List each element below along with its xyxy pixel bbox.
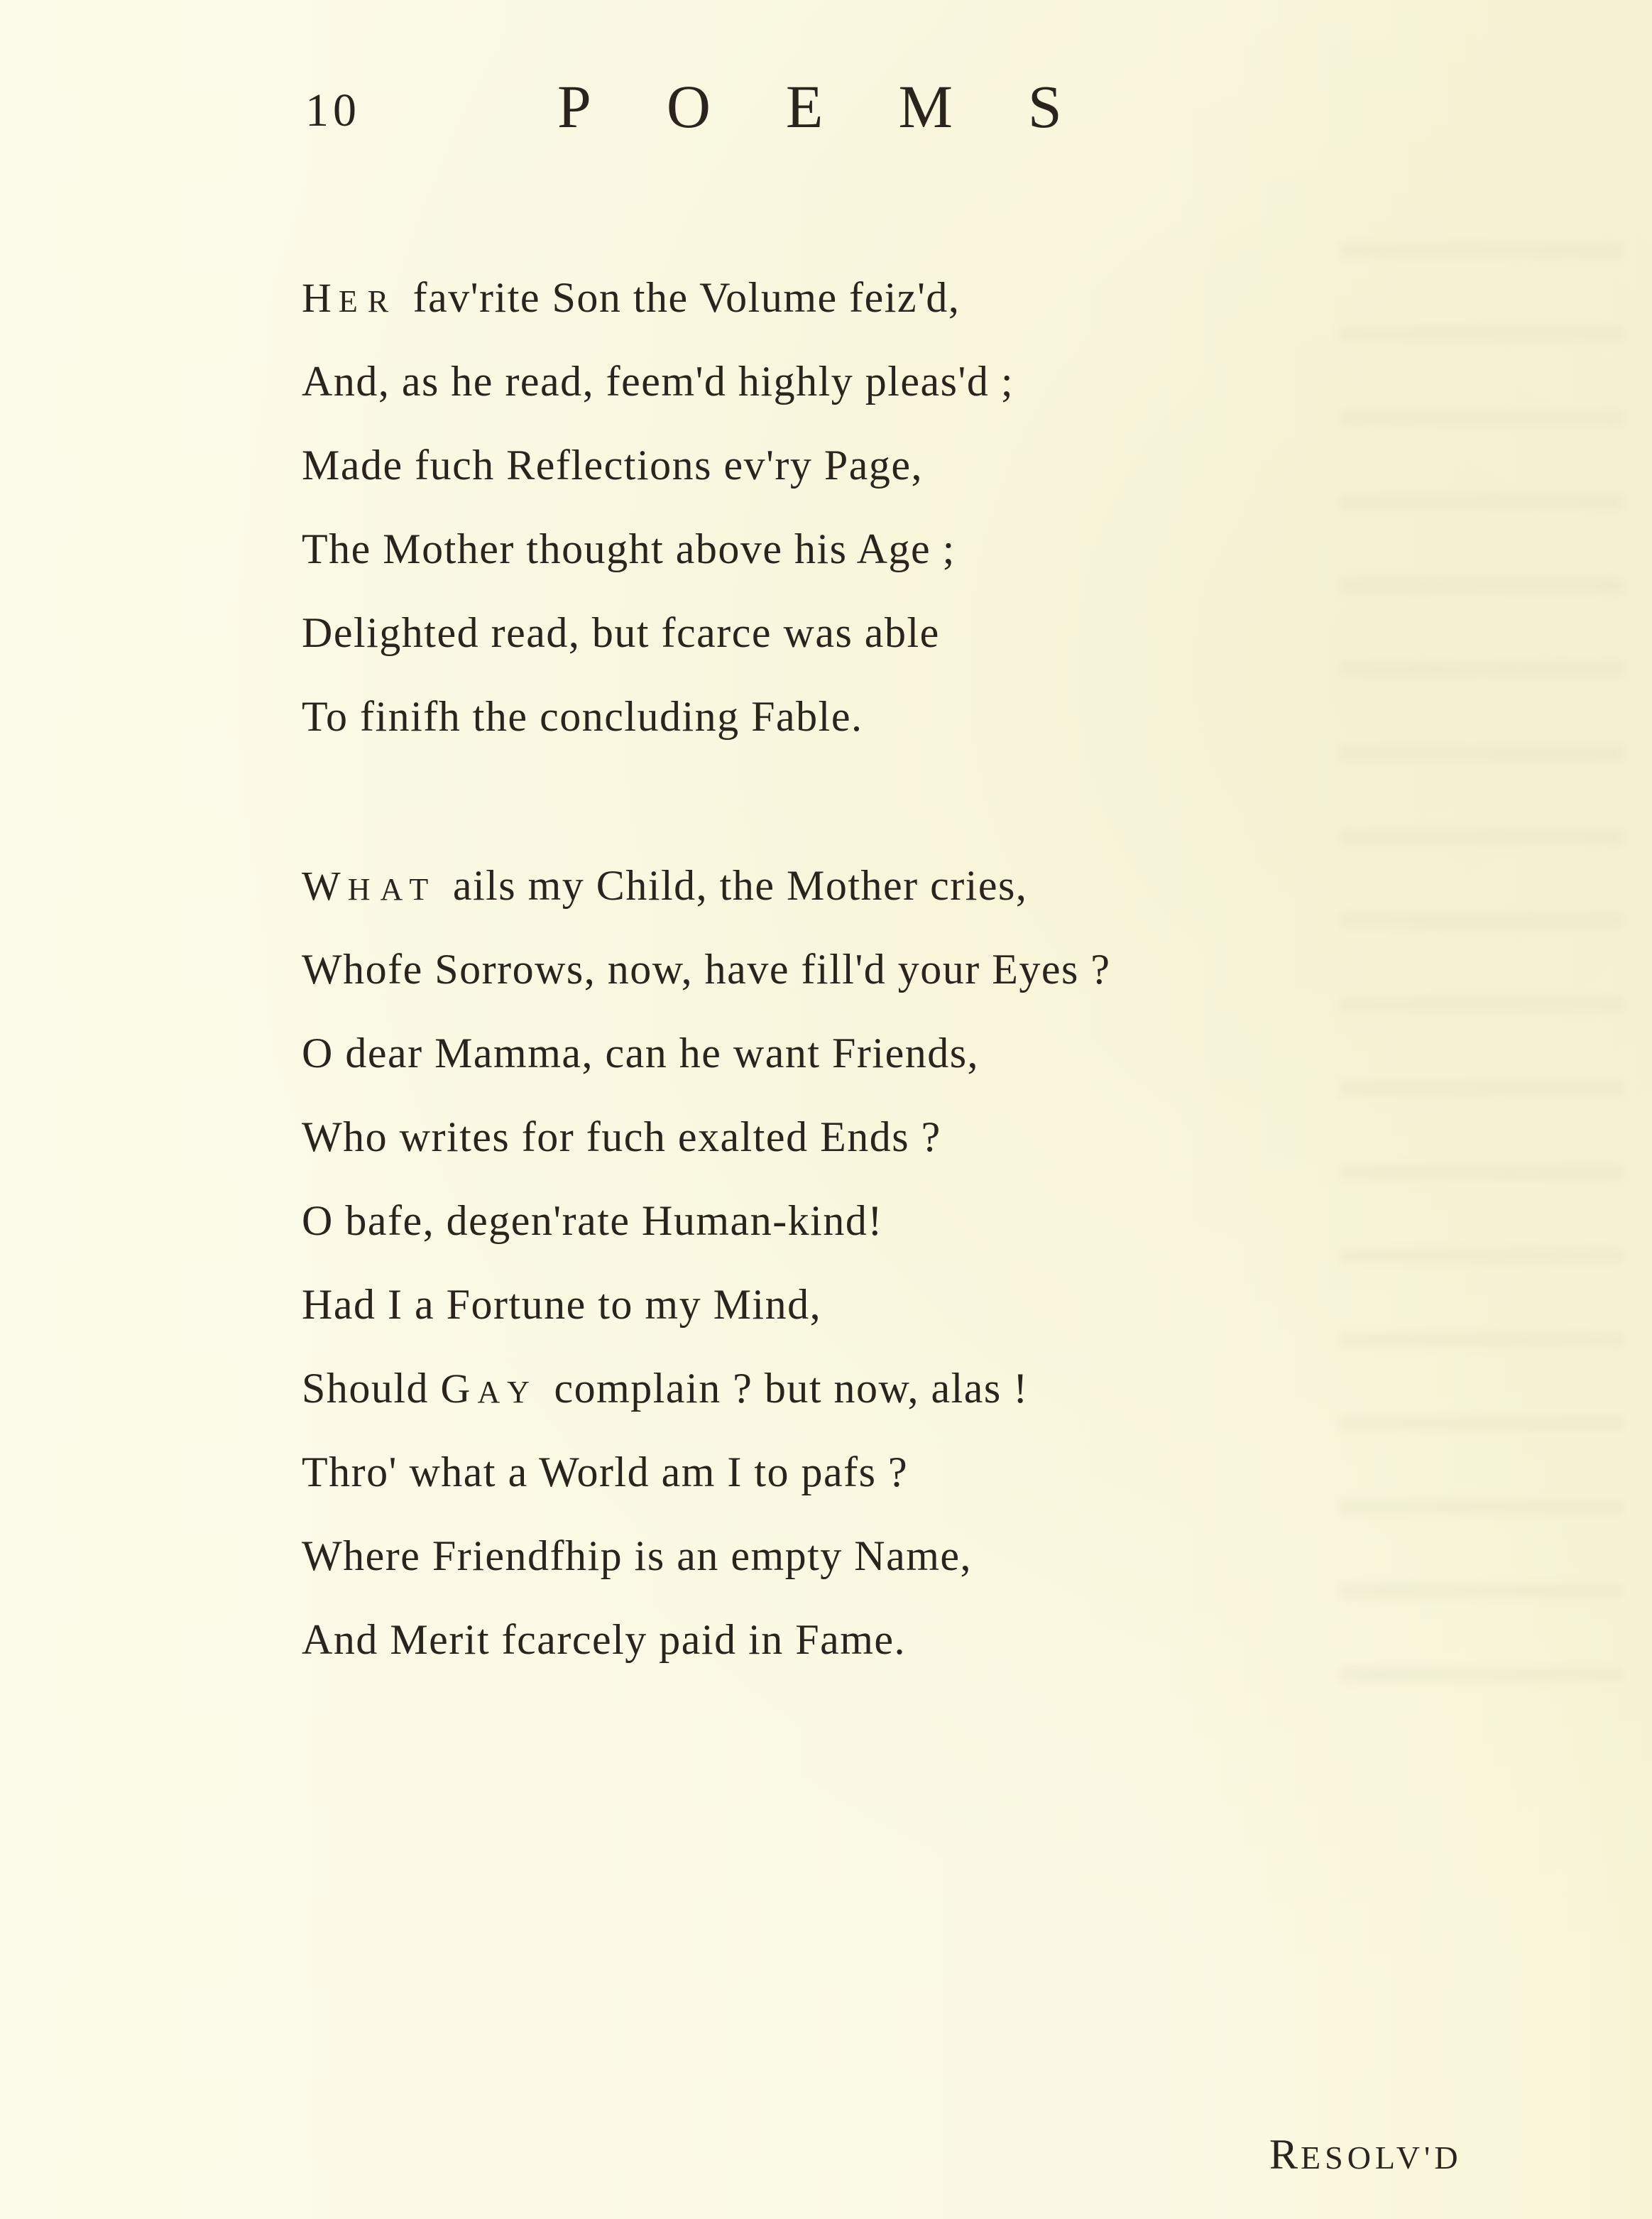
verse-line: Thro' what a World am I to pafs ? — [302, 1449, 909, 1495]
verse-text: fav'rite Son the Volume feiz'd, — [401, 274, 961, 321]
verse-line — [302, 844, 1281, 927]
verse-line: To finifh the concluding Fable. — [302, 693, 863, 740]
verse-text: ails my Child, the Mother cries, — [441, 862, 1028, 909]
bleed-through-texture — [1340, 178, 1624, 1740]
running-head — [305, 71, 1214, 149]
catchword: RESOLV'D — [1269, 2131, 1462, 2178]
poem-body — [302, 256, 1281, 1767]
verse-line: The Mother thought above his Age ; — [302, 525, 956, 572]
stanza-1 — [302, 256, 1281, 758]
verse-line: Made fuch Reflections ev'ry Page, — [302, 442, 924, 489]
verse-line: Delighted read, but fcarce was able — [302, 609, 940, 656]
running-title: POEMS — [557, 72, 1137, 141]
verse-line: And, as he read, feem'd highly pleas'd ; — [302, 358, 1014, 405]
verse-text: complain ? but now, alas ! — [542, 1365, 1029, 1412]
verse-line: O bafe, degen'rate Human-kind! — [302, 1197, 883, 1244]
page-number: 10 — [305, 84, 361, 136]
stanza-2 — [302, 844, 1281, 1681]
verse-line: And Merit fcarcely paid in Fame. — [302, 1616, 907, 1663]
verse-line — [302, 256, 1281, 339]
verse-line: Whofe Sorrows, now, have fill'd your Eyes ? — [302, 946, 1111, 993]
small-caps-word: HER — [302, 275, 399, 321]
verse-line: O dear Mamma, can he want Friends, — [302, 1030, 980, 1076]
small-caps-word: WHAT — [302, 863, 439, 909]
verse-line — [302, 1346, 1281, 1430]
verse-line: Had I a Fortune to my Mind, — [302, 1281, 822, 1328]
verse-line: Where Friendfhip is an empty Name, — [302, 1532, 973, 1579]
verse-text: Should — [302, 1365, 441, 1412]
verse-line: Who writes for fuch exalted Ends ? — [302, 1113, 941, 1160]
small-caps-word: GAY — [440, 1365, 540, 1412]
